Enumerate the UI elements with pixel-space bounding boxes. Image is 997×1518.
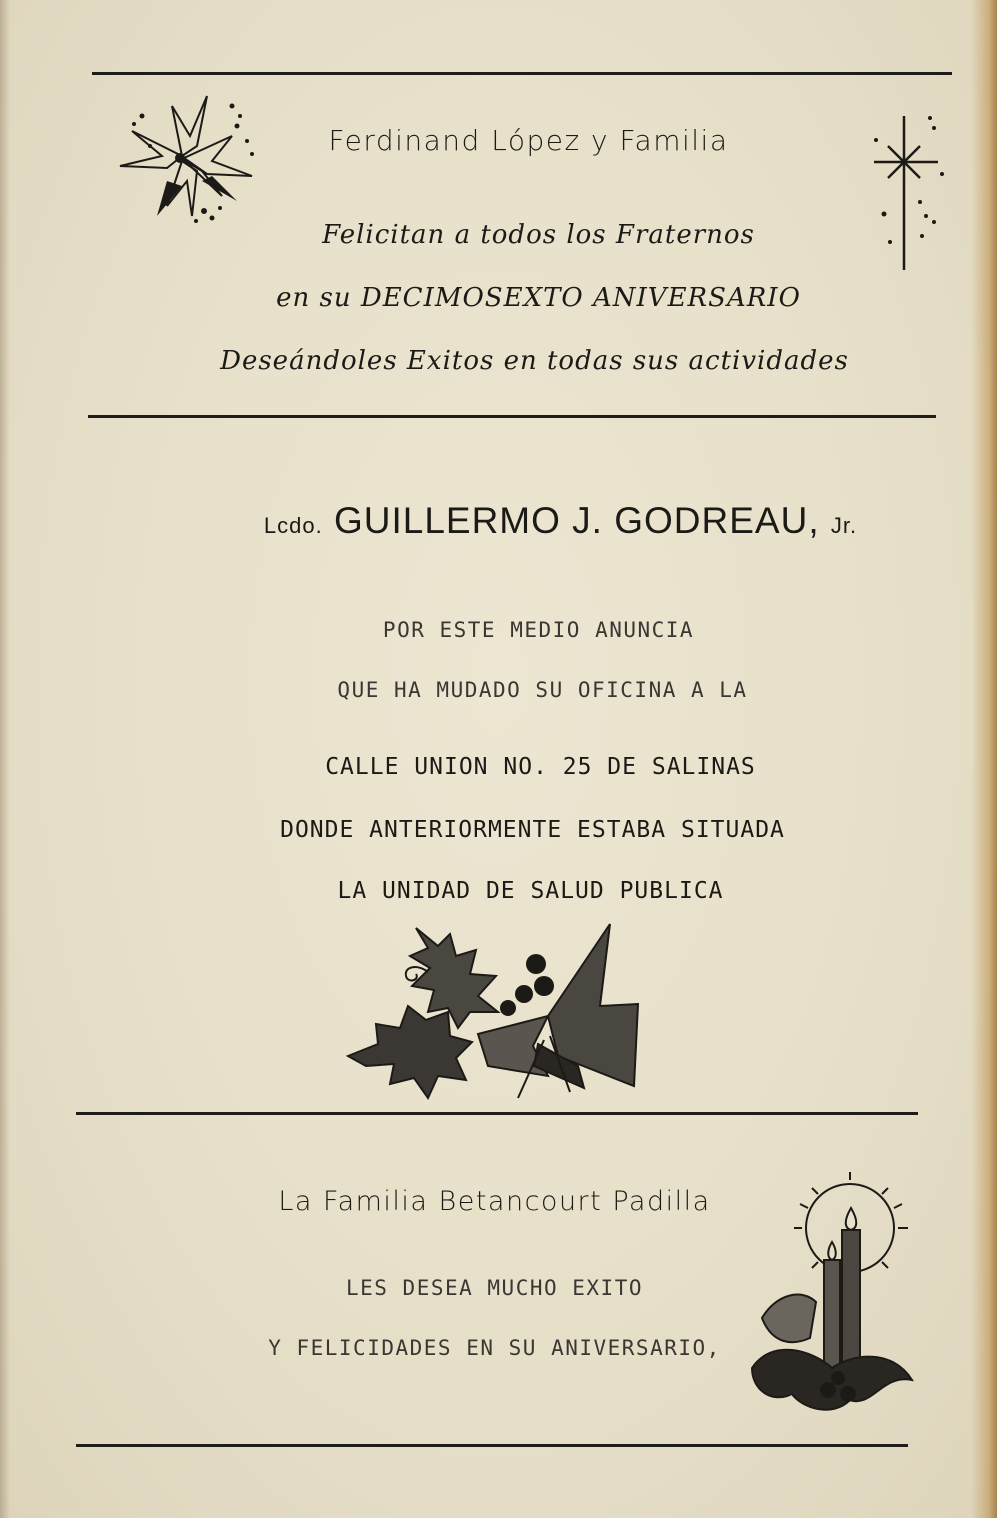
top-rule (92, 72, 952, 75)
ad2-line-5: LA UNIDAD DE SALUD PUBLICA (337, 878, 724, 904)
ad3-title: La Familia Betancourt Padilla (278, 1186, 711, 1217)
ad1-line-2: en su DECIMOSEXTO ANIVERSARIO (276, 283, 801, 313)
ad1-title: Ferdinand López y Familia (328, 124, 729, 157)
ad3-line-1: LES DESEA MUCHO EXITO (345, 1276, 643, 1300)
holly-ribbon-icon (338, 916, 648, 1106)
rule-after-ad1 (88, 415, 936, 418)
bottom-rule (76, 1444, 908, 1447)
ad2-line-1: POR ESTE MEDIO ANUNCIA (382, 618, 695, 642)
ad2-name-prefix: Lcdo. (263, 513, 323, 538)
candle-icon (732, 1168, 922, 1428)
ad2-name (62, 500, 997, 542)
ad1-line-3: Deseándoles Exitos en todas sus actividades (220, 346, 849, 376)
ad3-line-2: Y FELICIDADES EN SU ANIVERSARIO, (268, 1336, 721, 1360)
ad2-line-2: QUE HA MUDADO SU OFICINA A LA (337, 678, 748, 702)
ad1-line-1: Felicitan a todos los Fraternos (322, 220, 755, 250)
ad2-name-main: GUILLERMO J. GODREAU, (333, 500, 820, 541)
ad2-line-4: DONDE ANTERIORMENTE ESTABA SITUADA (280, 817, 785, 843)
ad2-line-3: CALLE UNION NO. 25 DE SALINAS (325, 754, 756, 780)
rule-after-ad2 (76, 1112, 918, 1115)
ad2-name-suffix: Jr. (830, 513, 858, 538)
